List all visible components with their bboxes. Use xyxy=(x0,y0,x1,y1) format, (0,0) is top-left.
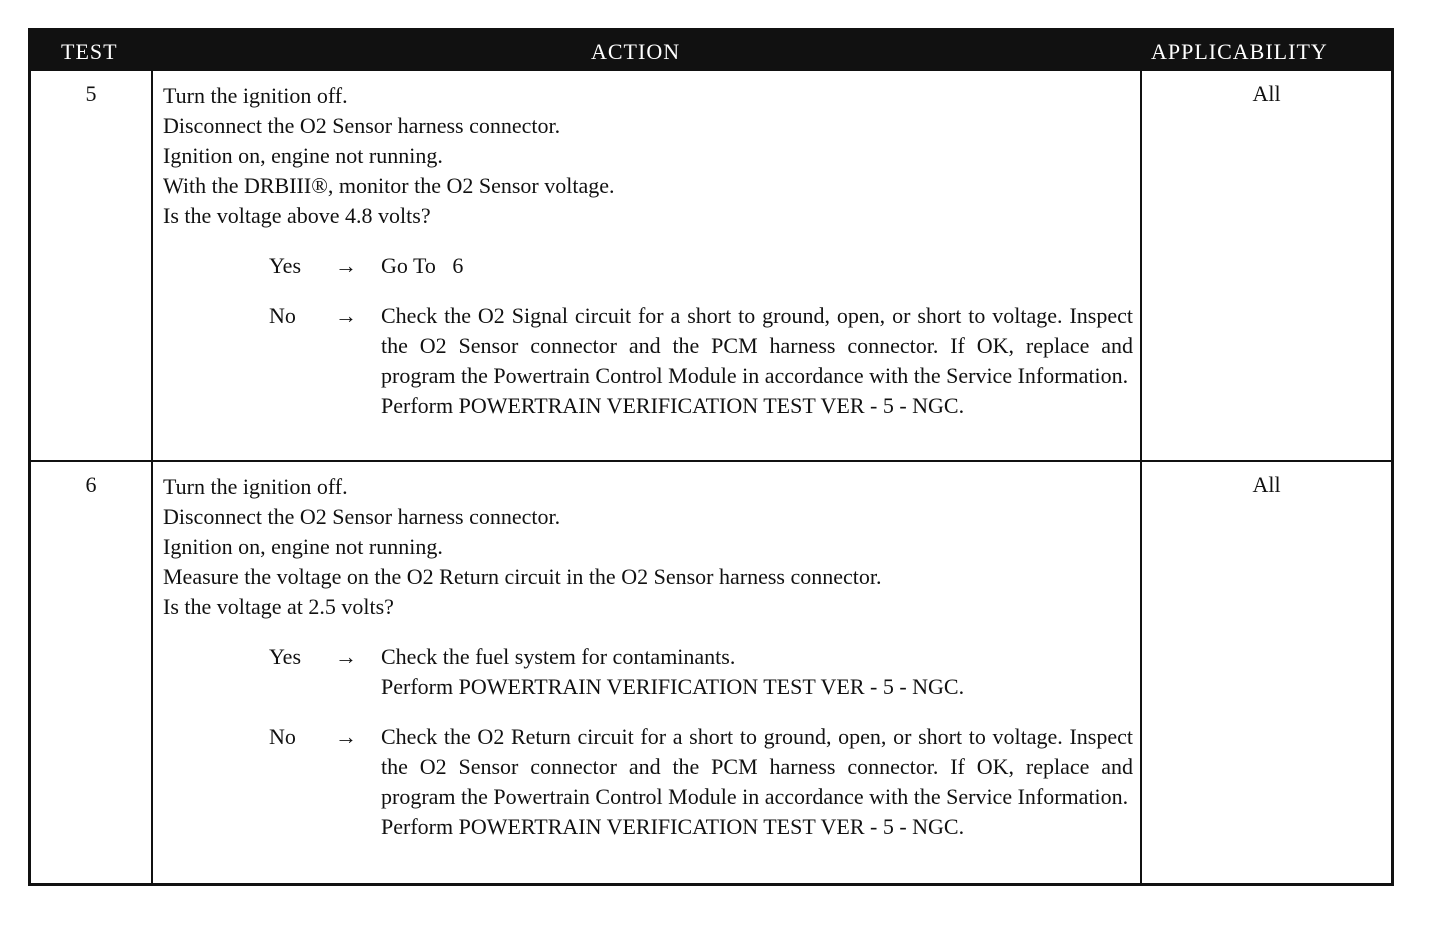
outcome-label: Yes xyxy=(269,644,302,669)
table-row xyxy=(31,462,1391,883)
action-step: Ignition on, engine not running. xyxy=(163,143,443,168)
header-test: TEST xyxy=(61,39,118,64)
action-step: Ignition on, engine not running. xyxy=(163,534,443,559)
arrow-icon: → xyxy=(335,644,357,669)
outcome-no xyxy=(163,722,1133,842)
outcome-label: Yes xyxy=(269,253,302,278)
action-step: With the DRBIII®, monitor the O2 Sensor voltage. xyxy=(163,173,615,198)
outcome-line: Perform POWERTRAIN VERIFICATION TEST VER - 5 - NGC. xyxy=(381,814,965,839)
outcome-yes xyxy=(163,642,1133,702)
action-cell xyxy=(163,472,1133,842)
outcome-line: Check the fuel system for contaminants. xyxy=(381,644,736,669)
outcome-line: Perform POWERTRAIN VERIFICATION TEST VER - 5 - NGC. xyxy=(381,674,965,699)
action-step: Is the voltage at 2.5 volts? xyxy=(163,594,394,619)
action-step: Measure the voltage on the O2 Return circuit in the O2 Sensor harness connector. xyxy=(163,564,882,589)
action-step: Is the voltage above 4.8 volts? xyxy=(163,203,431,228)
outcome-line: Go To 6 xyxy=(381,253,464,278)
diagnostic-test-table xyxy=(28,28,1394,886)
outcome-line: Check the O2 Return circuit for a short to ground, open, or short to voltage. Inspect the O2 Sensor connector and the PCM harness connector. If OK, replace and program the Powertrain Control Module in accordance with the Service Information. xyxy=(381,724,1133,809)
outcome-no xyxy=(163,301,1133,421)
arrow-icon: → xyxy=(335,724,357,749)
header-action: ACTION xyxy=(591,39,681,64)
outcome-line: Check the O2 Signal circuit for a short to ground, open, or short to voltage. Inspect the O2 Sensor connector and the PCM harness connector. If OK, replace and program the Powertrain Control Module in accordance with the Service Information. xyxy=(381,303,1133,388)
outcome-text xyxy=(381,301,1133,421)
header-applicability: APPLICABILITY xyxy=(1151,39,1328,64)
action-cell xyxy=(163,81,1133,421)
table-row xyxy=(31,71,1391,460)
action-step: Turn the ignition off. xyxy=(163,83,348,108)
outcome-line: Perform POWERTRAIN VERIFICATION TEST VER - 5 - NGC. xyxy=(381,393,965,418)
action-step: Disconnect the O2 Sensor harness connector. xyxy=(163,504,561,529)
outcome-yes xyxy=(163,251,1133,281)
applicability-value: All xyxy=(1252,472,1281,497)
outcome-label: No xyxy=(269,724,296,749)
outcome-text xyxy=(381,642,1133,702)
action-step: Disconnect the O2 Sensor harness connector. xyxy=(163,113,561,138)
arrow-icon: → xyxy=(335,303,357,328)
action-step: Turn the ignition off. xyxy=(163,474,348,499)
outcome-text xyxy=(381,251,1133,281)
arrow-icon: → xyxy=(335,253,357,278)
applicability-value: All xyxy=(1252,81,1281,106)
test-number: 5 xyxy=(85,81,97,106)
outcome-label: No xyxy=(269,303,296,328)
outcome-text xyxy=(381,722,1133,842)
table-header xyxy=(31,31,1391,71)
test-number: 6 xyxy=(85,472,97,497)
